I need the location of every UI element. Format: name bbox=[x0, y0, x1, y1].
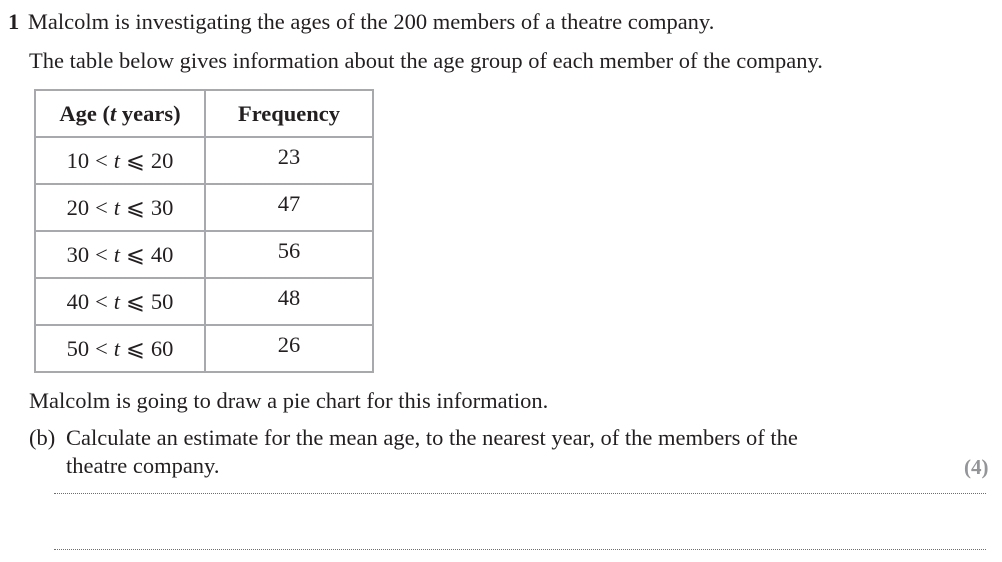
age-variable: t bbox=[109, 100, 117, 126]
pie-chart-statement: Malcolm is going to draw a pie chart for this information. bbox=[29, 388, 549, 413]
part-b-question-line1: Calculate an estimate for the mean age, to the nearest year, of the members of the bbox=[66, 425, 798, 450]
answer-line[interactable] bbox=[54, 493, 986, 494]
age-interval: 30 < t ⩽ 40 bbox=[35, 231, 205, 278]
frequency-value: 47 bbox=[205, 184, 373, 231]
table-row bbox=[35, 137, 373, 184]
table-row bbox=[35, 325, 373, 372]
age-interval: 20 < t ⩽ 30 bbox=[35, 184, 205, 231]
table-intro-text: The table below gives information about the age group of each member of the company. bbox=[29, 48, 823, 73]
marks-indicator: (4) bbox=[964, 455, 989, 479]
age-interval: 10 < t ⩽ 20 bbox=[35, 137, 205, 184]
part-b-question-line2: theatre company. bbox=[66, 453, 220, 478]
table-row bbox=[35, 278, 373, 325]
frequency-value: 26 bbox=[205, 325, 373, 372]
frequency-value: 23 bbox=[205, 137, 373, 184]
question-number: 1 bbox=[8, 9, 20, 34]
age-interval: 40 < t ⩽ 50 bbox=[35, 278, 205, 325]
table-row bbox=[35, 231, 373, 278]
answer-line[interactable] bbox=[54, 549, 986, 550]
frequency-column-header: Frequency bbox=[205, 90, 373, 137]
question-intro bbox=[8, 9, 714, 35]
table-header-row bbox=[35, 90, 373, 137]
age-interval: 50 < t ⩽ 60 bbox=[35, 325, 205, 372]
frequency-value: 48 bbox=[205, 278, 373, 325]
question-intro-text: Malcolm is investigating the ages of the 200 members of a theatre company. bbox=[27, 9, 715, 34]
age-column-header: Age (t years) bbox=[35, 90, 205, 137]
table-row bbox=[35, 184, 373, 231]
age-frequency-table bbox=[34, 89, 374, 373]
frequency-value: 56 bbox=[205, 231, 373, 278]
part-b-label: (b) bbox=[29, 425, 56, 450]
